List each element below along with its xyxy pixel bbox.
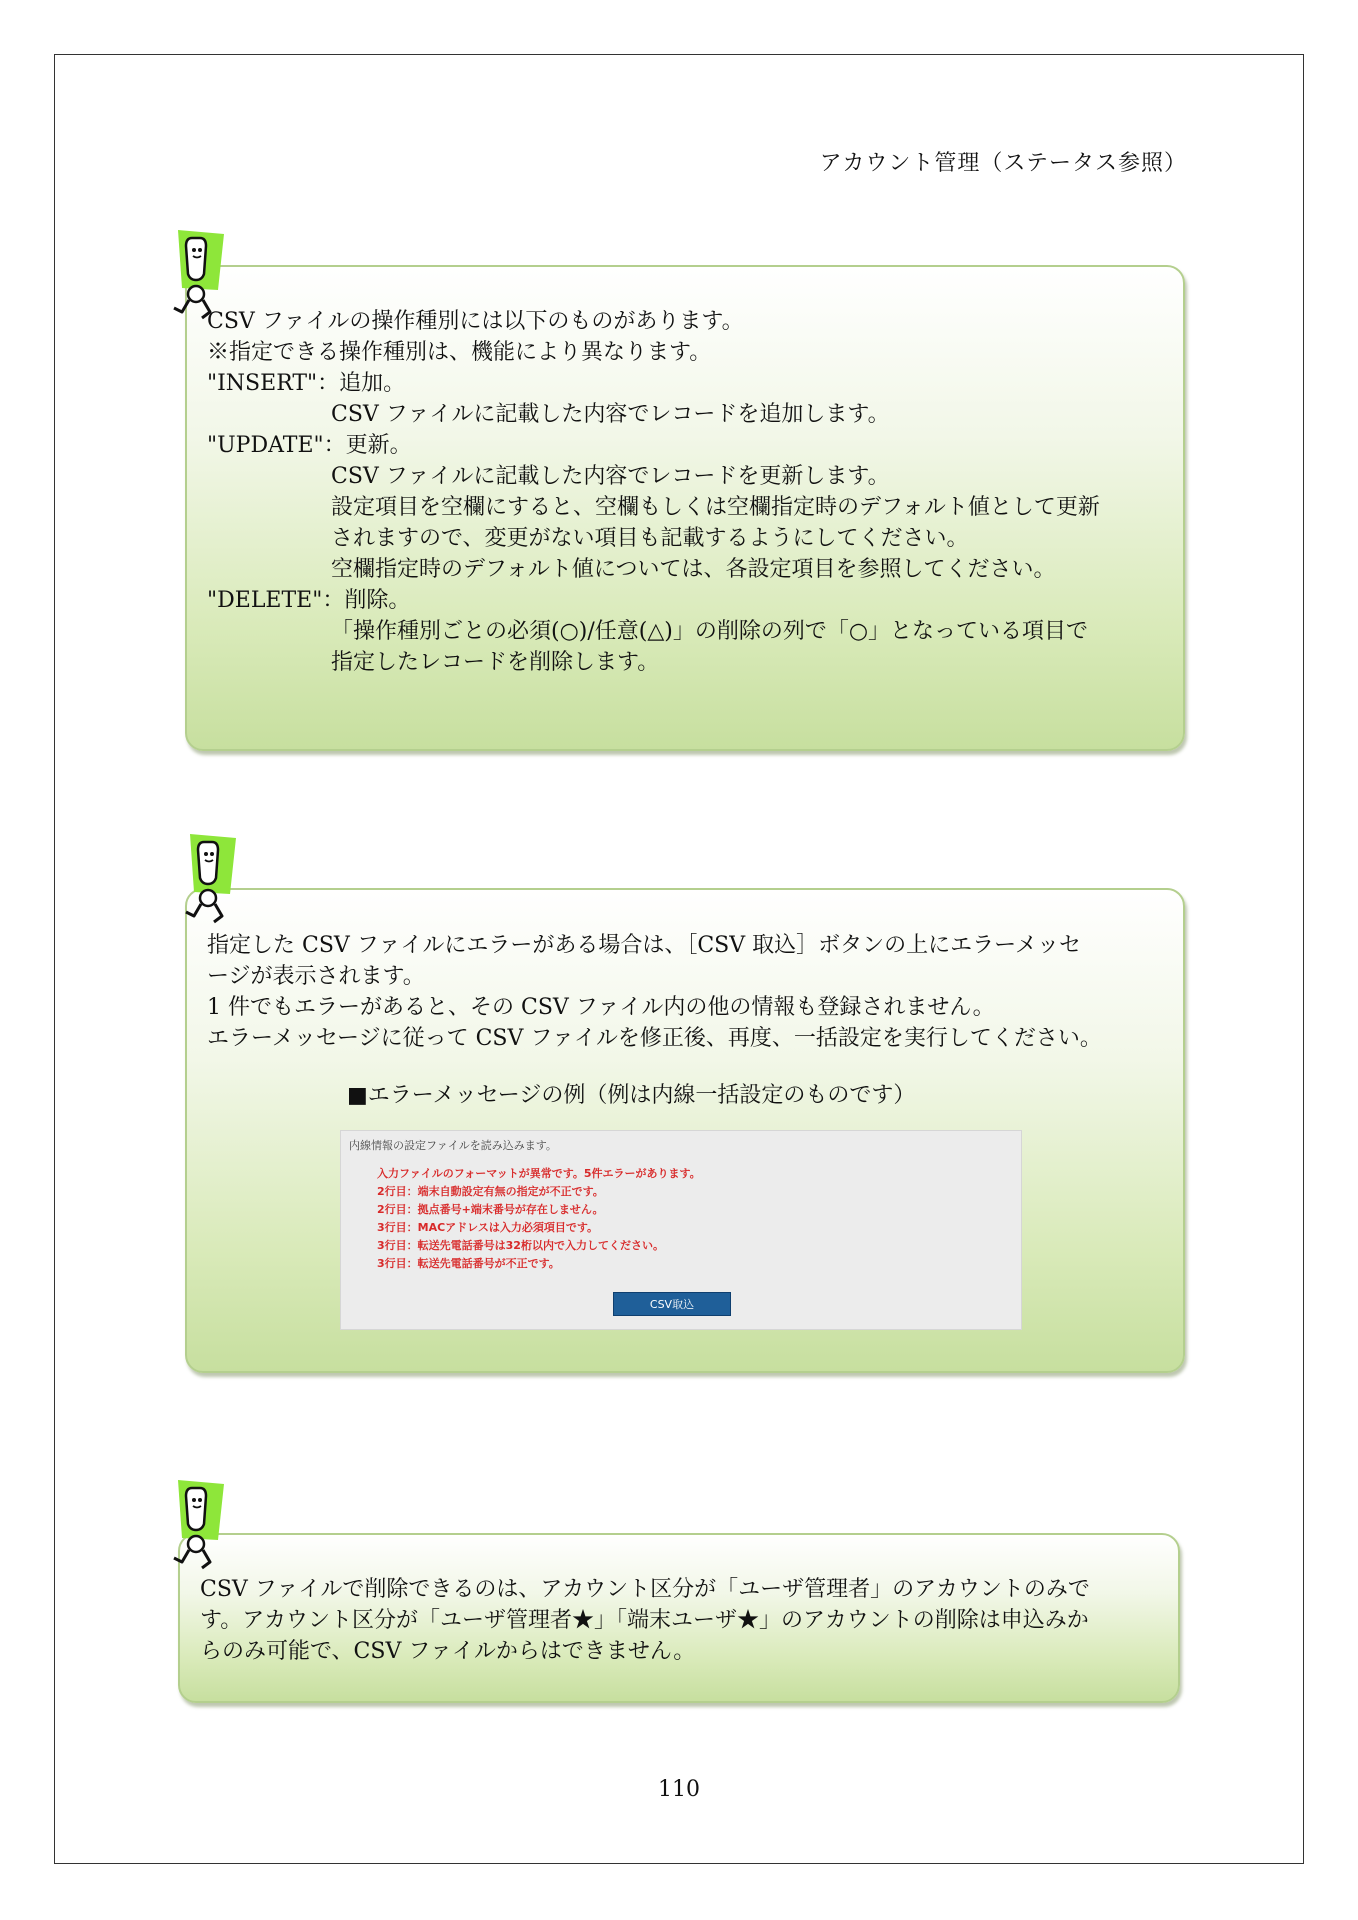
error-message: 2行目：端末自動設定有無の指定が不正です。 bbox=[377, 1185, 604, 1198]
note3-line: らのみ可能で、CSV ファイルからはできません。 bbox=[200, 1639, 696, 1664]
exclamation-mascot-icon bbox=[172, 1478, 232, 1573]
note1-line: 設定項目を空欄にすると、空欄もしくは空欄指定時のデフォルト値として更新 bbox=[331, 495, 1100, 520]
csv-import-button[interactable]: CSV取込 bbox=[613, 1292, 731, 1316]
note1-line: CSV ファイルに記載した内容でレコードを更新します。 bbox=[331, 464, 890, 489]
note1-line: ※指定できる操作種別は、機能により異なります。 bbox=[207, 340, 712, 365]
note3-line: す。アカウント区分が「ユーザ管理者★」「端末ユーザ★」のアカウントの削除は申込みか bbox=[200, 1608, 1089, 1633]
note2-body bbox=[207, 930, 1102, 1054]
note1-line: 指定したレコードを削除します。 bbox=[331, 650, 660, 675]
exclamation-mascot-icon bbox=[184, 832, 244, 927]
note2-line: 指定した CSV ファイルにエラーがある場合は、［CSV 取込］ボタンの上にエラーメッセ bbox=[207, 933, 1082, 958]
note2-line: エラーメッセージに従って CSV ファイルを修正後、再度、一括設定を実行してください。 bbox=[207, 1026, 1102, 1051]
page-header-title: アカウント管理（ステータス参照） bbox=[819, 151, 1187, 176]
note1-line: 空欄指定時のデフォルト値については、各設定項目を参照してください。 bbox=[331, 557, 1056, 582]
note1-line: "DELETE"：削除。 bbox=[207, 588, 411, 613]
error-message: 3行目：転送先電話番号は32桁以内で入力してください。 bbox=[377, 1239, 664, 1252]
screenshot-error-list bbox=[377, 1165, 701, 1273]
note2-line: 1 件でもエラーがあると、その CSV ファイル内の他の情報も登録されません。 bbox=[207, 995, 995, 1020]
error-message: 入力ファイルのフォーマットが異常です。5件エラーがあります。 bbox=[377, 1167, 701, 1180]
error-message: 3行目：転送先電話番号が不正です。 bbox=[377, 1257, 560, 1270]
note1-body bbox=[207, 306, 1100, 678]
page-number: 110 bbox=[658, 1777, 700, 1802]
note1-line: CSV ファイルの操作種別には以下のものがあります。 bbox=[207, 309, 744, 334]
note1-line: 「操作種別ごとの必須(○)/任意(△)」の削除の列で「○」となっている項目で bbox=[331, 619, 1089, 644]
error-message: 3行目：MACアドレスは入力必須項目です。 bbox=[377, 1221, 598, 1234]
note2-line: ージが表示されます。 bbox=[207, 964, 425, 989]
note1-line: "UPDATE"：更新。 bbox=[207, 433, 412, 458]
error-message: 2行目：拠点番号+端末番号が存在しません。 bbox=[377, 1203, 604, 1216]
note3-body bbox=[200, 1574, 1090, 1667]
note1-line: "INSERT"：追加。 bbox=[207, 371, 406, 396]
error-screenshot bbox=[340, 1130, 1022, 1330]
note1-line: CSV ファイルに記載した内容でレコードを追加します。 bbox=[331, 402, 890, 427]
screenshot-title: 内線情報の設定ファイルを読み込みます。 bbox=[349, 1139, 557, 1152]
note1-line: されますので、変更がない項目も記載するようにしてください。 bbox=[331, 526, 969, 551]
note3-line: CSV ファイルで削除できるのは、アカウント区分が「ユーザ管理者」のアカウントのみで bbox=[200, 1577, 1090, 1602]
example-caption: ■エラーメッセージの例（例は内線一括設定のものです） bbox=[347, 1083, 916, 1108]
